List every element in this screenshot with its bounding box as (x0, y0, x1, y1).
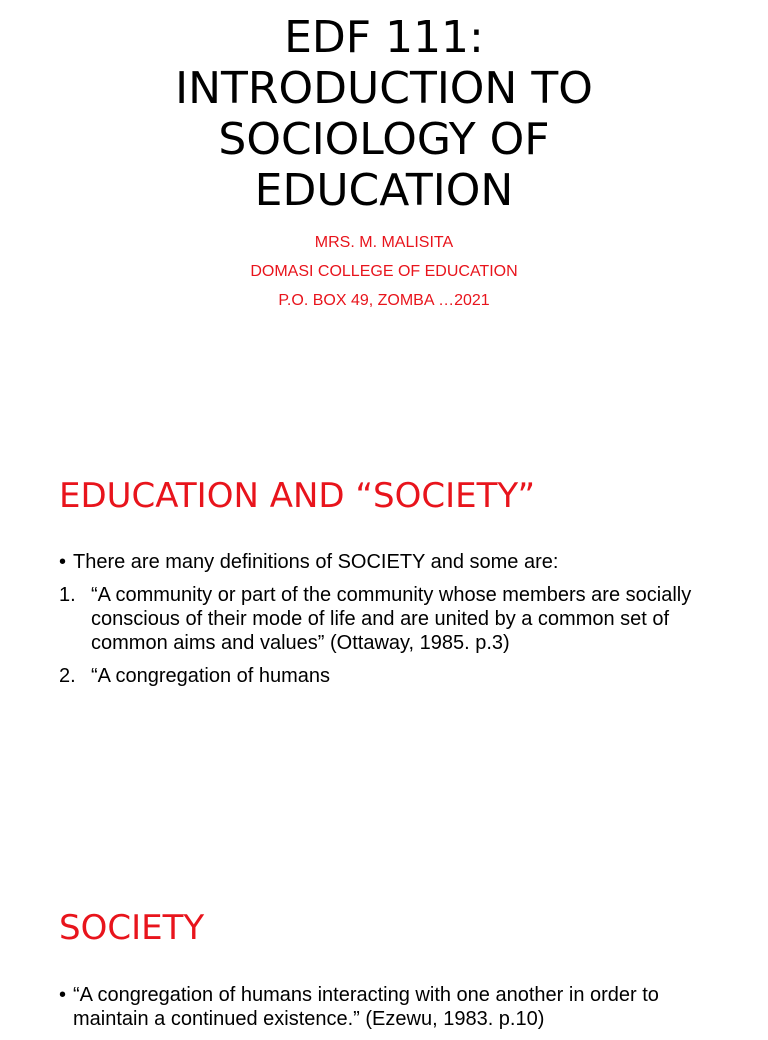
society-slide (0, 866, 768, 1030)
postal-address: P.O. BOX 49, ZOMBA …2021 (278, 292, 490, 309)
list-item-text: “A congregation of humans (91, 665, 331, 687)
slide-heading: SOCIETY (59, 908, 205, 948)
list-item (59, 550, 719, 574)
list-item (59, 583, 719, 655)
education-and-society-slide (0, 432, 768, 864)
list-item-text: There are many definitions of SOCIETY and some are: (73, 551, 559, 573)
title-line: EDUCATION (254, 165, 514, 216)
title-line: EDF 111: (284, 12, 484, 63)
presentation-title (0, 12, 768, 216)
bullet-marker: • (59, 984, 67, 1006)
author-name: MRS. M. MALISITA (314, 234, 454, 251)
title-line: SOCIOLOGY OF (218, 114, 550, 165)
title-slide (0, 0, 768, 430)
list-item-text: “A congregation of humans interacting with one another in order to maintain a continued existence.” (Ezewu, 1983. p.10) (73, 984, 659, 1030)
list-item (59, 664, 719, 688)
definition-list (59, 550, 719, 697)
title-subtitle (0, 228, 768, 315)
institution-name: DOMASI COLLEGE OF EDUCATION (250, 263, 518, 280)
slide-heading: EDUCATION AND “SOCIETY” (59, 476, 536, 516)
bullet-list (59, 983, 719, 1040)
bullet-marker: • (59, 551, 67, 573)
list-item-text: “A community or part of the community whose members are socially conscious of their mode of life and are united by a common set of common aims and values” (Ottaway, 1985. p.3) (91, 584, 692, 654)
number-marker: 1. (59, 584, 76, 606)
title-line: INTRODUCTION TO (175, 63, 593, 114)
number-marker: 2. (59, 665, 76, 687)
